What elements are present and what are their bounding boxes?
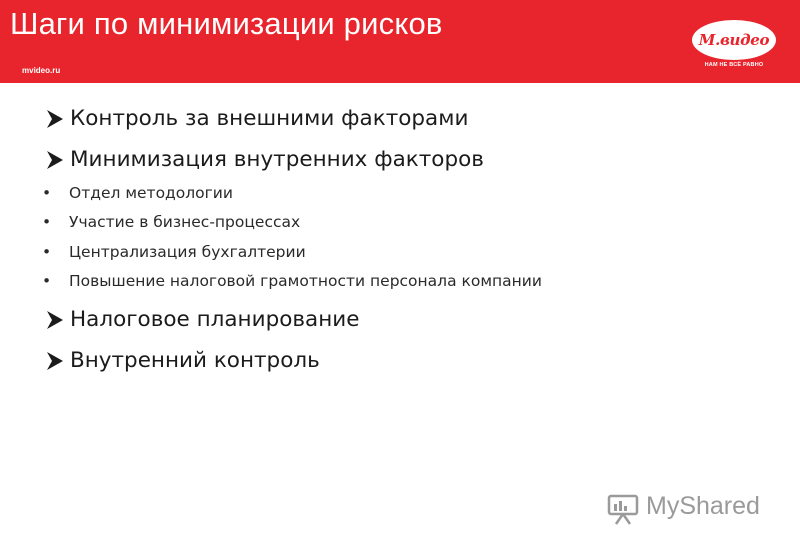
watermark-text: MyShared xyxy=(646,492,760,520)
myshared-watermark[interactable] xyxy=(606,490,776,530)
arrow-bullet-icon xyxy=(46,350,64,372)
presentation-board-icon xyxy=(606,492,640,526)
site-url: mvideo.ru xyxy=(22,66,61,75)
list-item-text: Налоговое планирование xyxy=(70,307,360,332)
list-item-text: Централизация бухгалтерии xyxy=(69,243,306,261)
list-item-text: Участие в бизнес-процессах xyxy=(69,213,301,231)
list-item-text: Отдел методологии xyxy=(69,184,233,202)
bullet-dot-icon: • xyxy=(42,184,52,202)
list-item-text: Повышение налоговой грамотности персонала компании xyxy=(69,272,542,290)
arrow-bullet-icon xyxy=(46,108,64,130)
list-item-text: Минимизация внутренних факторов xyxy=(70,147,484,172)
arrow-bullet-icon xyxy=(46,309,64,331)
slide-title: Шаги по минимизации рисков xyxy=(10,6,443,41)
bullet-dot-icon: • xyxy=(42,272,52,290)
logo-slogan: НАМ НЕ ВСЁ РАВНО xyxy=(704,62,764,68)
logo-brand-text: М.видео xyxy=(698,31,770,49)
list-item-text: Внутренний контроль xyxy=(70,348,320,373)
bullet-dot-icon: • xyxy=(42,243,52,261)
bullet-dot-icon: • xyxy=(42,213,52,231)
arrow-bullet-icon xyxy=(46,149,64,171)
list-item-text: Контроль за внешними факторами xyxy=(70,106,469,131)
